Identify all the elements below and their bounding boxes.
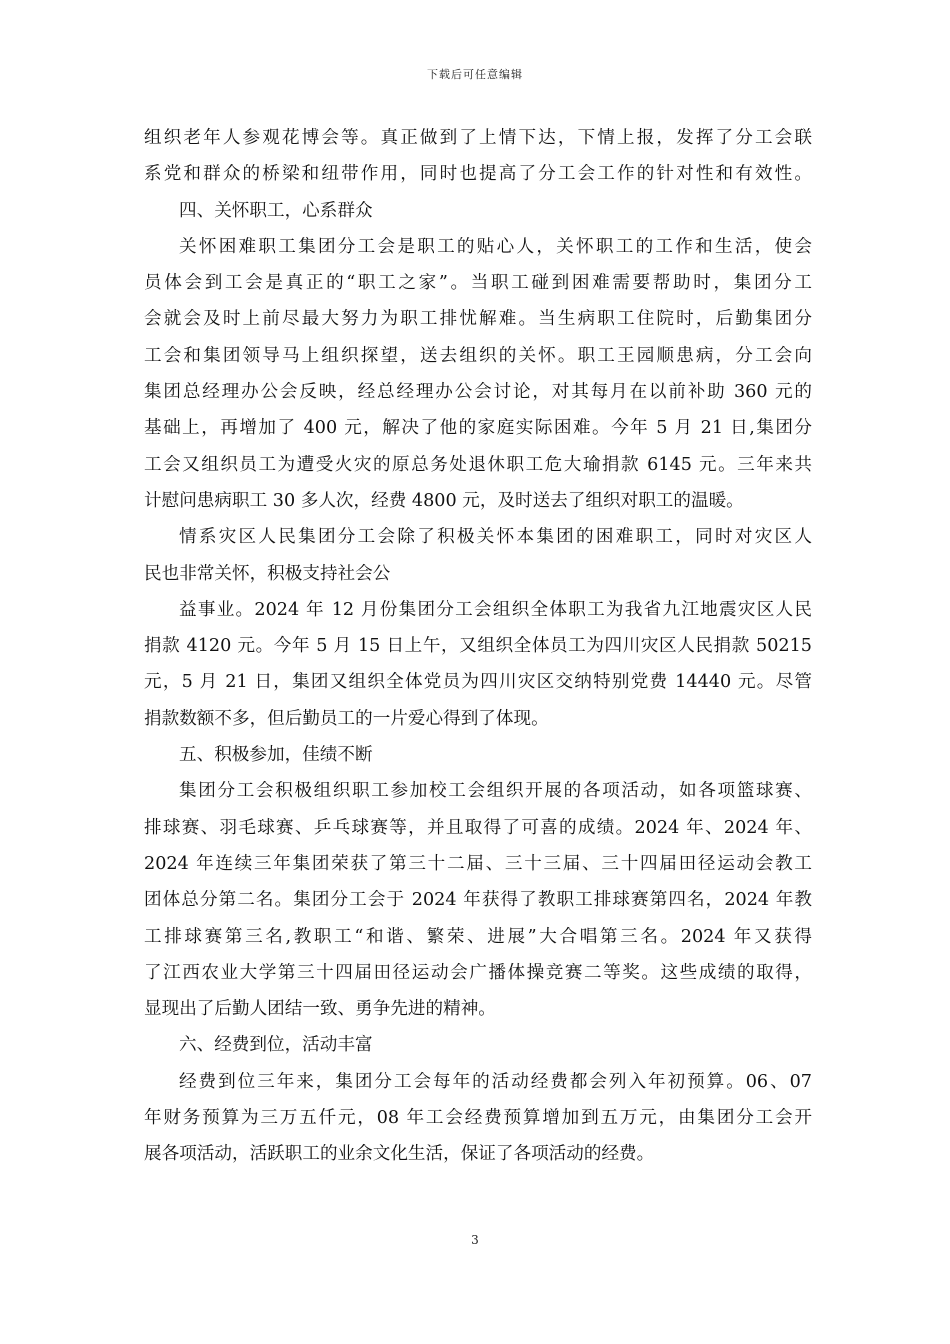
text-line: 员体会到工会是真正的“职工之家”。当职工碰到困难需要帮助时，集团分工 bbox=[144, 273, 812, 294]
text-line: 关怀困难职工集团分工会是职工的贴心人，关怀职工的工作和生活，使会 bbox=[179, 236, 812, 257]
text-line: 捐款 4120 元。今年 5 月 15 日上午，又组织全体员工为四川灾区人民捐款 50215 bbox=[144, 636, 812, 657]
text-line: 了江西农业大学第三十四届田径运动会广播体操竞赛二等奖。这些成绩的取得， bbox=[144, 962, 812, 983]
text-line: 工会和集团领导马上组织探望，送去组织的关怀。职工王园顺患病，分工会向 bbox=[144, 345, 812, 366]
text-line: 集团总经理办公会反映，经总经理办公会讨论，对其每月在以前补助 360 元的 bbox=[144, 382, 812, 403]
section-heading: 四、关怀职工，心系群众 bbox=[179, 200, 373, 221]
page-number: 3 bbox=[471, 1233, 479, 1247]
text-line: 集团分工会积极组织职工参加校工会组织开展的各项活动，如各项篮球赛、 bbox=[179, 781, 812, 802]
text-line: 显现出了后勤人团结一致、勇争先进的精神。 bbox=[144, 999, 496, 1020]
text-line: 年财务预算为三万五仟元，08 年工会经费预算增加到五万元，由集团分工会开 bbox=[144, 1108, 812, 1129]
text-line: 民也非常关怀，积极支持社会公 bbox=[144, 563, 391, 584]
text-line: 组织老年人参观花博会等。真正做到了上情下达，下情上报，发挥了分工会联 bbox=[144, 128, 812, 148]
text-line: 基础上，再增加了 400 元，解决了他的家庭实际困难。今年 5 月 21 日,集团分 bbox=[144, 418, 812, 439]
section-heading: 六、经费到位，活动丰富 bbox=[179, 1035, 373, 1056]
text-line: 元，5 月 21 日，集团又组织全体党员为四川灾区交纳特别党费 14440 元。尽管 bbox=[144, 672, 812, 693]
text-line: 工会又组织员工为遭受火灾的原总务处退休职工危大瑜捐款 6145 元。三年来共 bbox=[144, 454, 812, 475]
text-line: 捐款数额不多，但后勤员工的一片爱心得到了体现。 bbox=[144, 708, 549, 729]
text-line: 计慰问患病职工 30 多人次，经费 4800 元，及时送去了组织对职工的温暖。 bbox=[144, 490, 744, 511]
text-line: 系党和群众的桥梁和纽带作用，同时也提高了分工会工作的针对性和有效性。 bbox=[144, 164, 812, 185]
text-line: 会就会及时上前尽最大努力为职工排忧解难。当生病职工住院时，后勤集团分 bbox=[144, 309, 812, 330]
text-line: 情系灾区人民集团分工会除了积极关怀本集团的困难职工，同时对灾区人 bbox=[179, 527, 812, 548]
text-line: 2024 年连续三年集团荣获了第三十二届、三十三届、三十四届田径运动会教工 bbox=[144, 853, 812, 874]
page-header: 下载后可任意编辑 bbox=[427, 68, 523, 81]
text-line: 经费到位三年来，集团分工会每年的活动经费都会列入年初预算。06、07 bbox=[179, 1071, 812, 1092]
document-body bbox=[144, 120, 812, 1173]
text-line: 排球赛、羽毛球赛、乒乓球赛等，并且取得了可喜的成绩。2024 年、2024 年、 bbox=[144, 817, 812, 838]
text-line: 展各项活动，活跃职工的业余文化生活，保证了各项活动的经费。 bbox=[144, 1144, 655, 1165]
text-line: 团体总分第二名。集团分工会于 2024 年获得了教职工排球赛第四名，2024 年教 bbox=[144, 890, 812, 911]
text-line: 益事业。2024 年 12 月份集团分工会组织全体职工为我省九江地震灾区人民 bbox=[179, 599, 812, 620]
section-heading: 五、积极参加，佳绩不断 bbox=[179, 745, 373, 766]
text-line: 工排球赛第三名,教职工“和谐、繁荣、进展”大合唱第三名。2024 年又获得 bbox=[144, 926, 812, 947]
